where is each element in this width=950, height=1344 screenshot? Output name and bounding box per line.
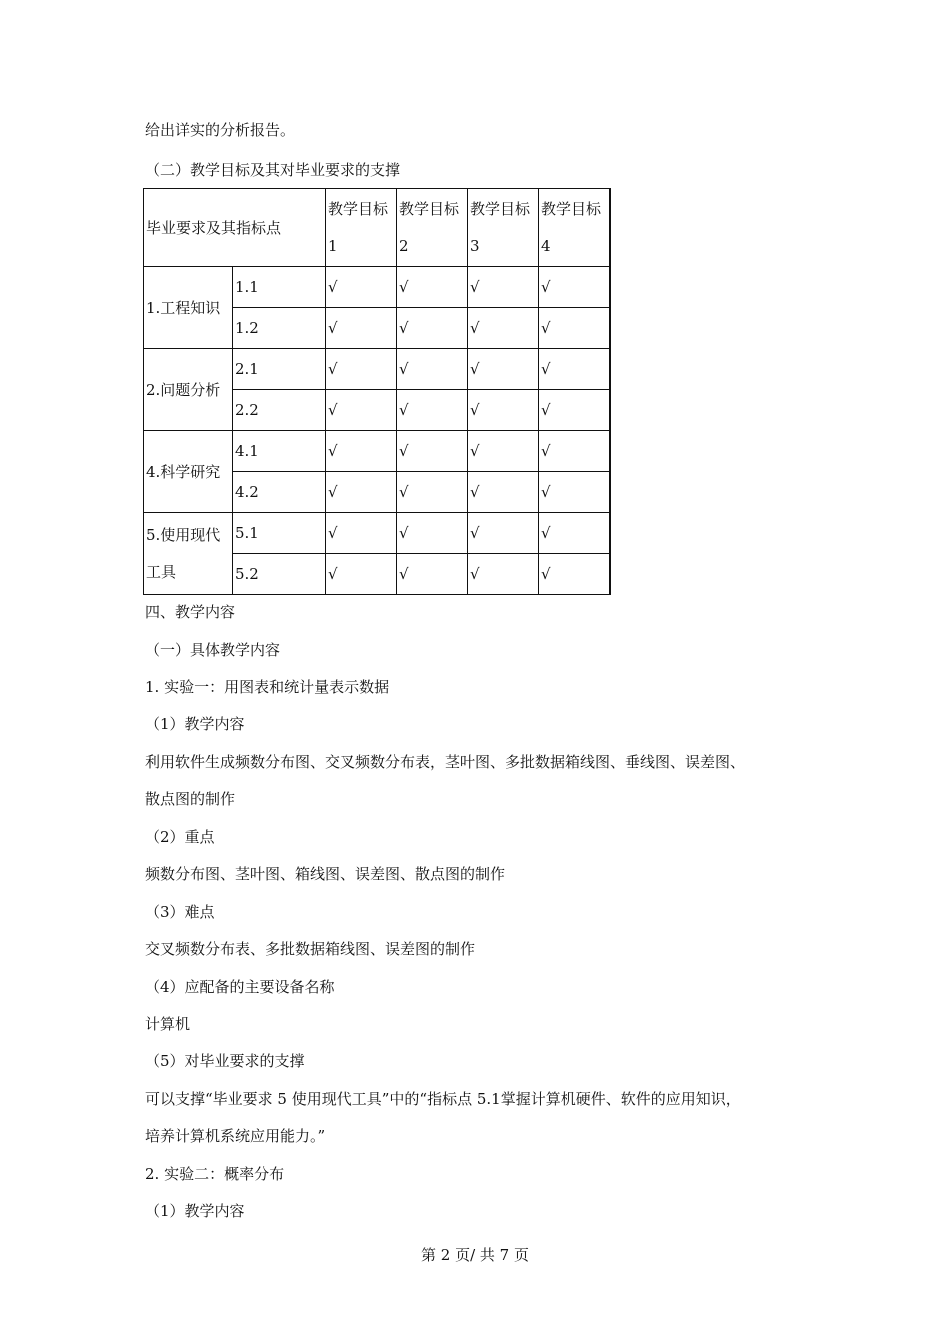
table-row [144,267,610,308]
page-footer: 第 2 页/ 共 7 页 [421,1246,529,1264]
exp1-difficult-label: （3）难点 [145,903,215,921]
check-mark: √ [326,308,397,349]
header-requirement-cell: 毕业要求及其指标点 [144,189,326,267]
header-goal-2: 教学目标 2 [397,189,468,267]
exp1-key-text: 频数分布图、茎叶图、箱线图、误差图、散点图的制作 [145,865,506,883]
exp1-equipment-label: （4）应配备的主要设备名称 [145,978,335,996]
table-header-row [144,189,610,267]
check-mark: √ [539,431,610,472]
table-row [144,349,610,390]
check-mark: √ [397,472,468,513]
intro-text: 给出详实的分析报告。 [145,121,296,139]
header-goal-3: 教学目标 3 [468,189,539,267]
check-mark: √ [468,554,539,595]
exp1-content-label: （1）教学内容 [145,715,245,733]
indicator-code: 5.2 [233,554,326,595]
header-goal-1: 教学目标 1 [326,189,397,267]
indicator-code: 2.1 [233,349,326,390]
check-mark: √ [326,390,397,431]
check-mark: √ [326,349,397,390]
table-row [144,431,610,472]
requirement-group: 2.问题分析 [144,349,233,431]
check-mark: √ [468,267,539,308]
check-mark: √ [468,431,539,472]
experiment-1-title: 1. 实验一：用图表和统计量表示数据 [145,678,390,696]
requirement-group: 1.工程知识 [144,267,233,349]
section-4-title: 四、教学内容 [145,603,236,621]
check-mark: √ [539,308,610,349]
indicator-code: 1.2 [233,308,326,349]
header-goal-4: 教学目标 4 [539,189,610,267]
exp1-key-label: （2）重点 [145,828,215,846]
indicator-code: 4.1 [233,431,326,472]
check-mark: √ [539,472,610,513]
check-mark: √ [539,267,610,308]
indicator-code: 2.2 [233,390,326,431]
exp1-support-label: （5）对毕业要求的支撑 [145,1052,305,1070]
check-mark: √ [326,472,397,513]
exp1-support-text-line1: 可以支撑“毕业要求 5 使用现代工具”中的“指标点 5.1掌握计算机硬件、软件的应用知识， [145,1090,741,1108]
table-row [144,513,610,554]
check-mark: √ [539,349,610,390]
check-mark: √ [326,513,397,554]
check-mark: √ [539,390,610,431]
check-mark: √ [397,267,468,308]
check-mark: √ [468,390,539,431]
check-mark: √ [397,554,468,595]
check-mark: √ [397,431,468,472]
check-mark: √ [326,554,397,595]
exp1-difficult-text: 交叉频数分布表、多批数据箱线图、误差图的制作 [145,940,476,958]
check-mark: √ [539,513,610,554]
indicator-code: 5.1 [233,513,326,554]
exp1-content-text-line2: 散点图的制作 [145,790,236,808]
graduation-requirements-table [143,188,611,595]
requirement-group: 4.科学研究 [144,431,233,513]
check-mark: √ [397,390,468,431]
check-mark: √ [539,554,610,595]
check-mark: √ [468,472,539,513]
indicator-code: 1.1 [233,267,326,308]
check-mark: √ [326,431,397,472]
exp1-equipment-text: 计算机 [145,1015,191,1033]
specific-content-title: （一）具体教学内容 [145,641,281,659]
check-mark: √ [326,267,397,308]
indicator-code: 4.2 [233,472,326,513]
goals-section-title: （二）教学目标及其对毕业要求的支撑 [145,161,401,179]
check-mark: √ [468,513,539,554]
experiment-2-title: 2. 实验二：概率分布 [145,1165,285,1183]
check-mark: √ [468,308,539,349]
exp1-support-text-line2: 培养计算机系统应用能力。” [145,1127,326,1145]
exp1-content-text-line1: 利用软件生成频数分布图、交叉频数分布表，茎叶图、多批数据箱线图、垂线图、误差图、 [145,753,746,771]
requirement-group: 5.使用现代工具 [144,513,233,595]
check-mark: √ [468,349,539,390]
check-mark: √ [397,513,468,554]
exp2-content-label: （1）教学内容 [145,1202,245,1220]
check-mark: √ [397,308,468,349]
check-mark: √ [397,349,468,390]
